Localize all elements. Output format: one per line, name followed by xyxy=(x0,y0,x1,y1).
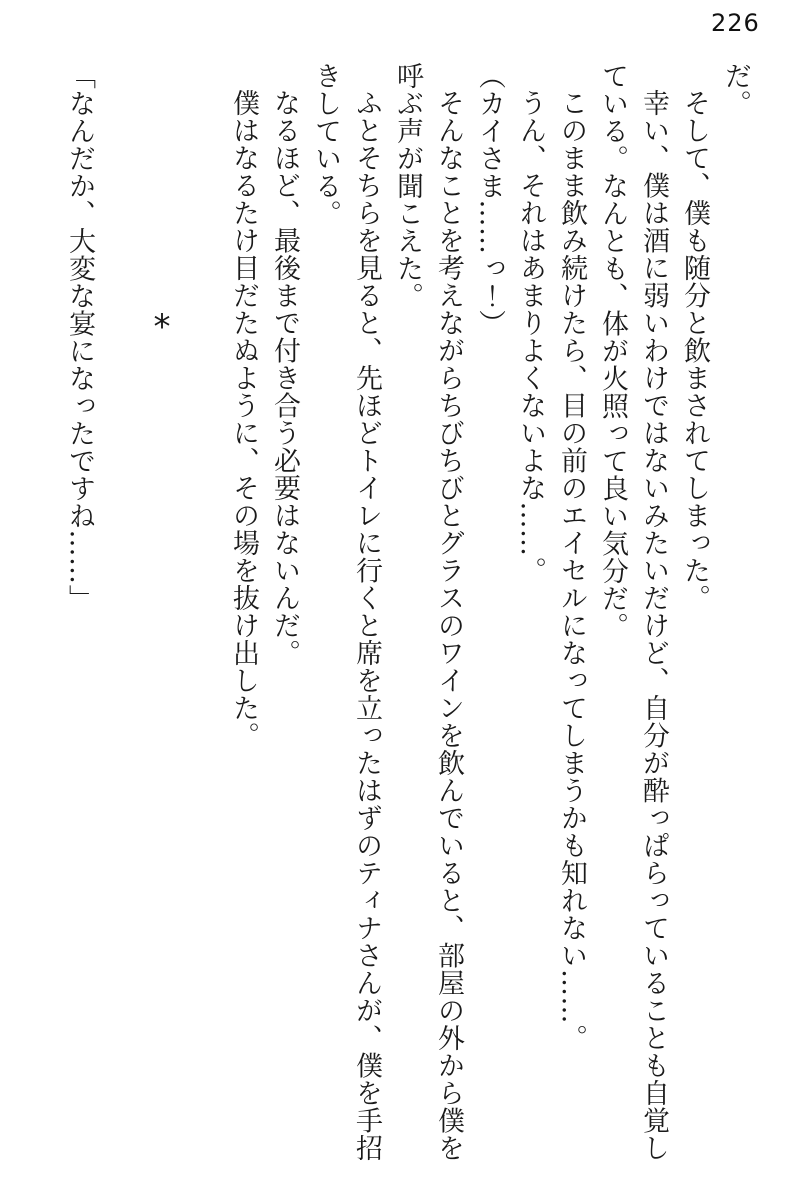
scene-break-asterisk: * xyxy=(142,307,182,348)
text-line: だ。 xyxy=(720,62,751,117)
text-line: そして、僕も随分と飲まされてしまった。 xyxy=(679,89,710,612)
text-line: きしている。 xyxy=(310,62,341,227)
text-line: （カイさま……っ！） xyxy=(474,62,505,337)
text-line: ふとそちらを見ると、先ほどトイレに行くと席を立ったはずのティナさんが、僕を手招 xyxy=(351,89,382,1162)
text-line: そんなことを考えながらちびちびとグラスのワインを飲んでいると、部屋の外から僕を xyxy=(433,89,464,1162)
text-line: なるほど、最後まで付き合う必要はないんだ。 xyxy=(269,89,300,667)
text-line: ている。なんとも、体が火照って良い気分だ。 xyxy=(597,62,628,640)
text-line: うん、それはあまりよくないよな……。 xyxy=(515,89,546,584)
text-line: 「なんだか、大変な宴になったですね……」 xyxy=(64,62,95,612)
text-line: 僕はなるたけ目だたぬように、その場を抜け出した。 xyxy=(228,89,259,749)
page-number: 226 xyxy=(711,9,760,37)
vertical-text-block xyxy=(59,62,756,1166)
text-line: 呼ぶ声が聞こえた。 xyxy=(392,62,423,310)
text-line: このまま飲み続けたら、目の前のエイセルになってしまうかも知れない……。 xyxy=(556,89,587,1052)
text-line: 幸い、僕は酒に弱いわけではないみたいだけど、自分が酔っぱらっていることも自覚し xyxy=(638,89,669,1162)
